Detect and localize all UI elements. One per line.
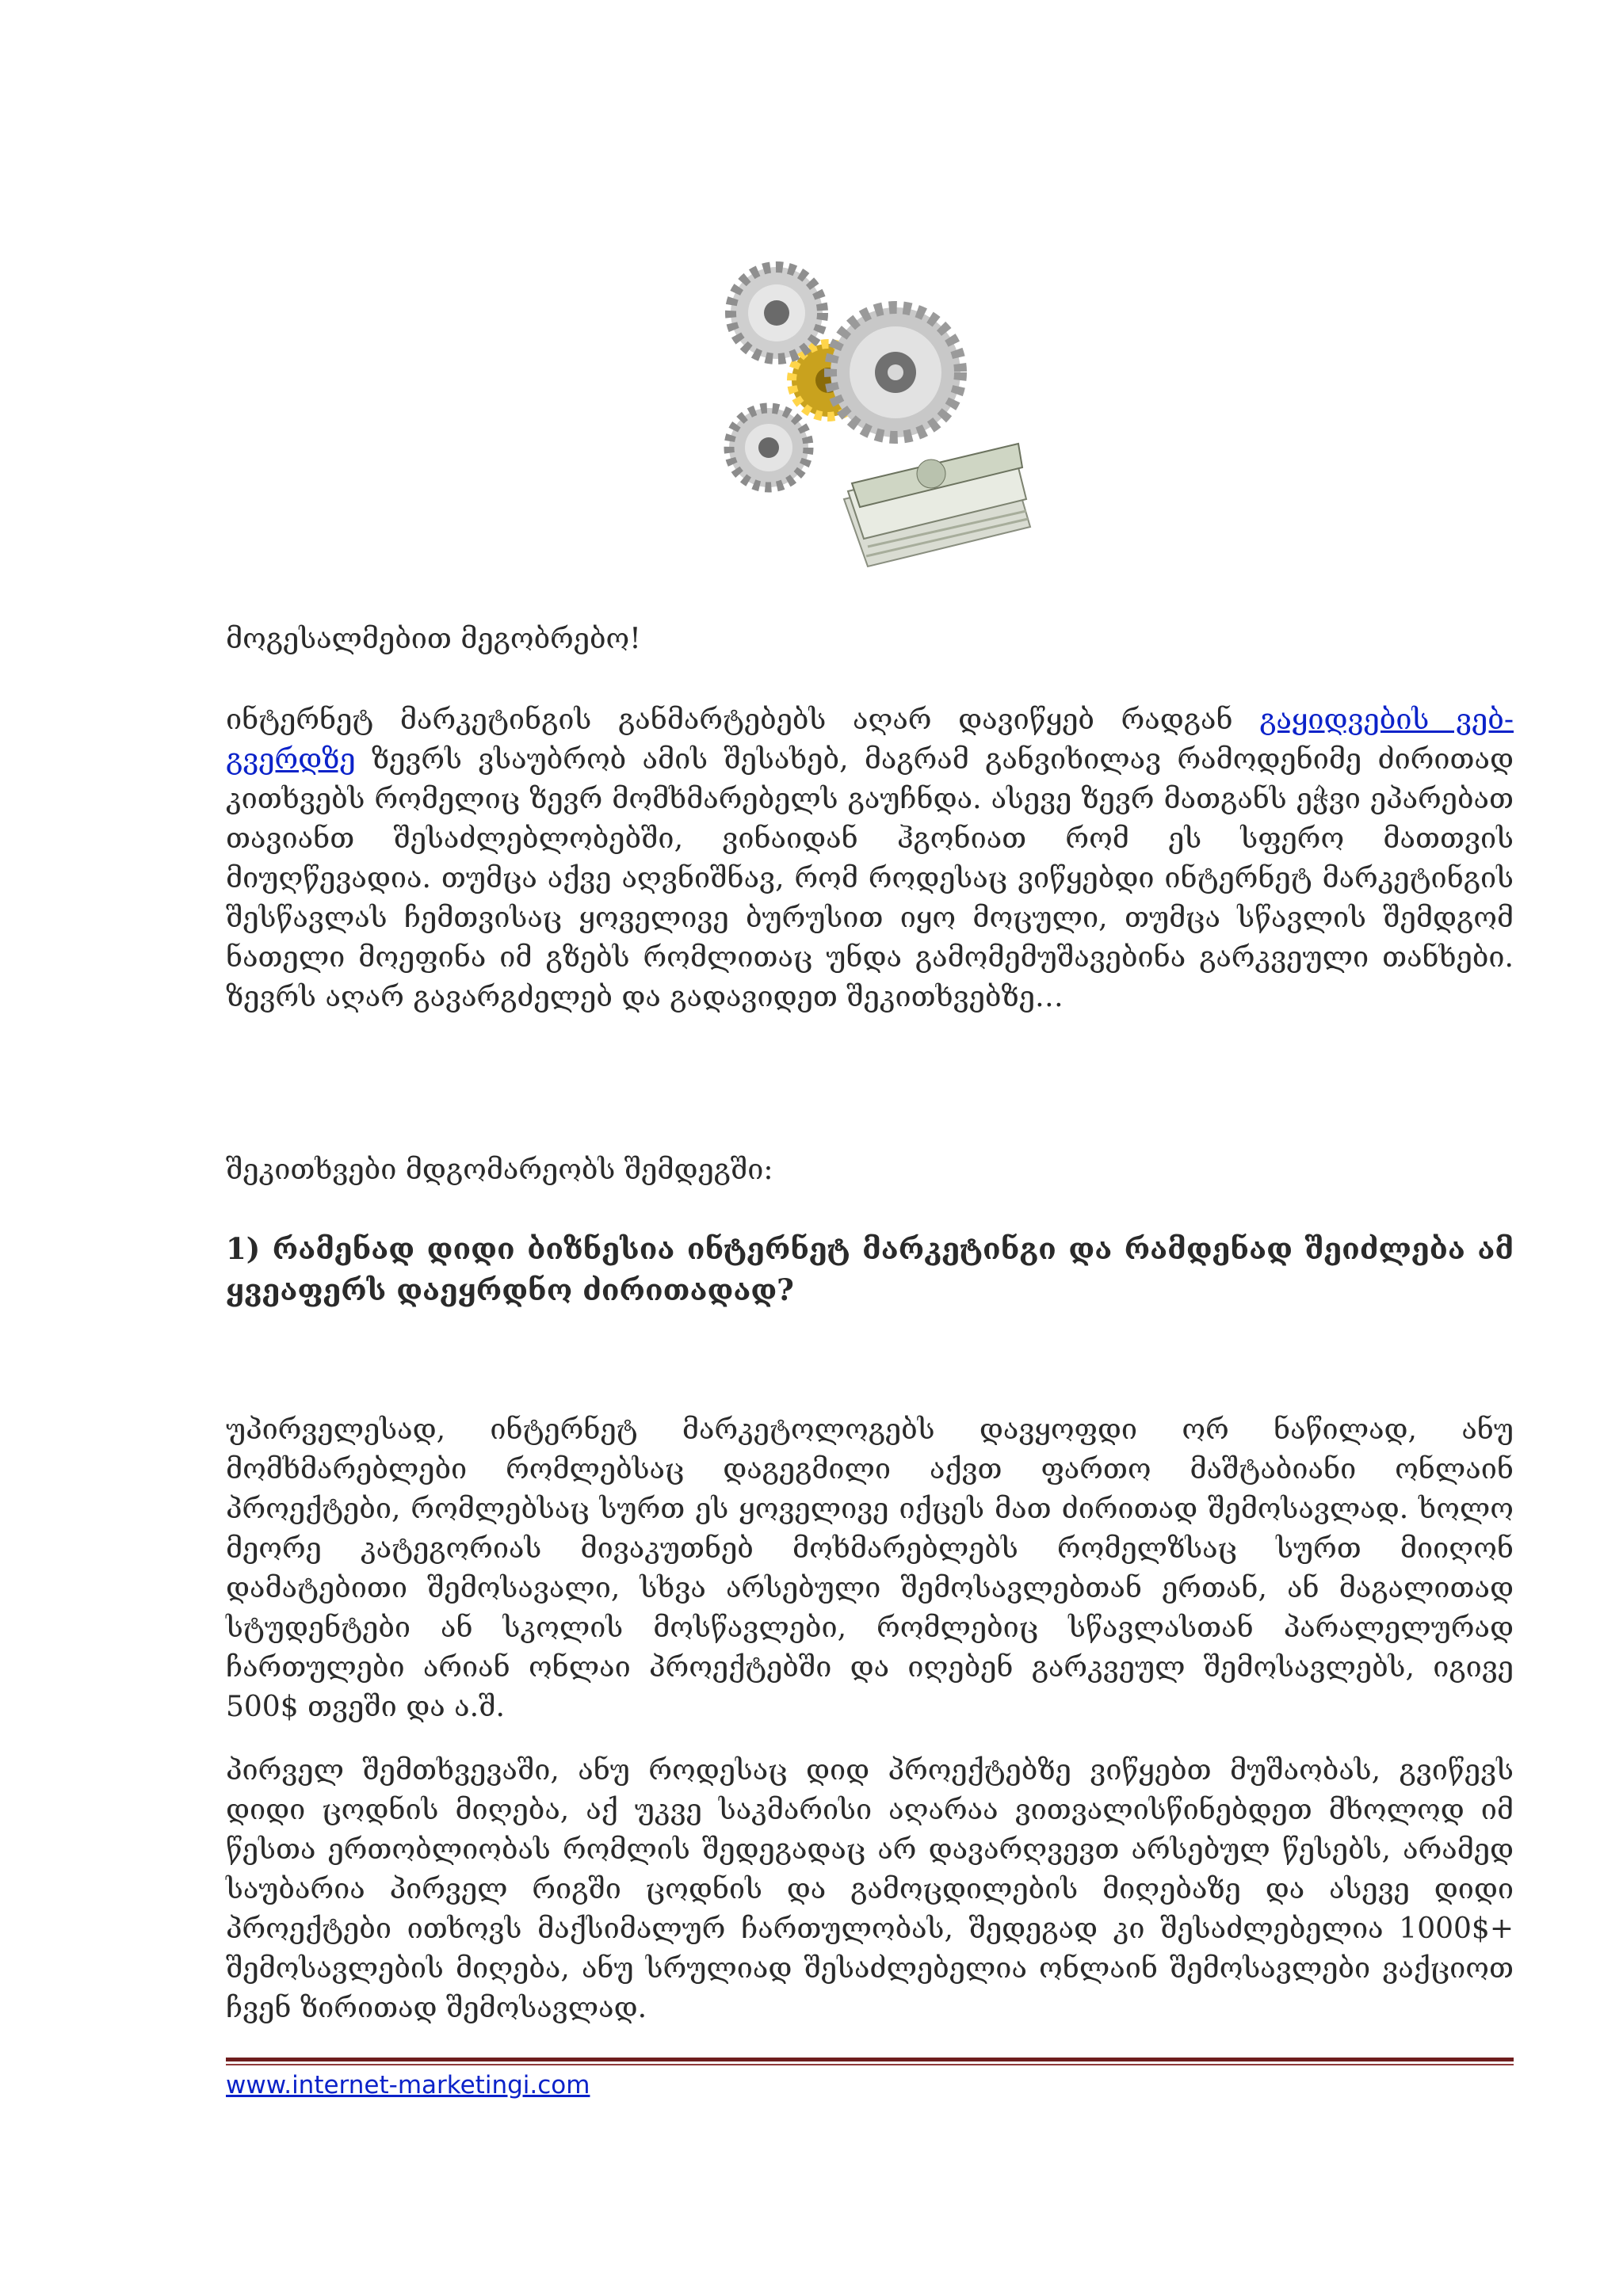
intro-text-start: ინტერნეტ მარკეტინგის განმარტებებს აღარ დავიწყებ რადგან: [226, 704, 1260, 736]
question-heading: 1) რამენად დიდი ბიზნესია ინტერნეტ მარკეტინგი და რამდენად შეიძლება ამ ყვეაფერს დაეყრდნო ძირითადად?: [226, 1231, 1514, 1307]
answer-paragraph-2: პირველ შემთხვევაში, ანუ როდესაც დიდ პროექტებზე ვიწყებთ მუშაობას, გვიწევს დიდი ცოდნის მიღება, აქ უკვე საკმარისი აღარაა ვითვალისწინებდეთ მხოლოდ იმ წესთა ერთობლიობას რომლის შედეგადაც არ დავარღვევთ არსებულ წესებს, არამედ საუბარია პირველ რიგში ცოდნის და გამოცდილების მიღებაზე და ასევე დიდი პროექტები ითხოვს მაქსიმალურ ჩართულობას, შედეგად კი შესაძლებელია 1000$+ შემოსავლების მიღება, ანუ სრულიად შესაძლებელია ონლაინ შემოსავლები ვაქციოთ ჩვენ ზირითად შემოსავლად.: [226, 1754, 1514, 2024]
footer-divider-thin: [226, 2064, 1514, 2065]
sales-page-link[interactable]: გაყიდვების ვებ-გვერდზე: [226, 704, 1514, 776]
intro-paragraph: [226, 700, 1514, 1017]
footer-website-link[interactable]: www.internet-marketingi.com: [226, 2071, 590, 2100]
intro-text-end: ზევრს ვსაუბრობ ამის შესახებ, მაგრამ განვიხილავ რამოდენიმე ძირითად კითხვებს რომელიც ზევრ მომხმარებელს გაუჩნდა. ასევე ზევრ მათგანს ეჭვი ეპარებათ თავიანთ შესაძლებლობებში, ვინაიდან ჰგონიათ რომ ეს სფერო მათთვის მიუღწევადია. თუმცა აქვე აღვნიშნავ, რომ როდესაც ვიწყებდი ინტერნეტ მარკეტინგის შესწავლას ჩემთვისაც ყოველივე ბურუსით იყო მოცული, თუმცა სწავლის შემდგომ ნათელი მოეფინა იმ გზებს რომლითაც უნდა გამომემუშავებინა გარკვეული თანხები. ზევრს აღარ გავარგძელებ და გადავიდეთ შეკითხვებზე…: [226, 743, 1514, 1013]
bottom-gear: [729, 408, 808, 487]
questions-intro: შეკითხვები მდგომარეობს შემდეგში:: [226, 1154, 773, 1186]
gears-and-money-icon: [709, 261, 1042, 578]
money-stack: [844, 444, 1030, 566]
large-gear: [831, 307, 960, 437]
answer-paragraph-1: უპირველესად, ინტერნეტ მარკეტოლოგებს დავყოფდი ორ ნაწილად, ანუ მომხმარებლები რომლებსაც დაგეგმილი აქვთ ფართო მაშტაბიანი ონლაინ პროექტები, რომლებსაც სურთ ეს ყოველივე იქცეს მათ ძირითად შემოსავლად. ხოლო მეორე კატეგორიას მივაკუთნებ მოხმარებლებს რომელზსაც სურთ მიიღონ დამატებითი შემოსავალი, სხვა არსებული შემოსავლებთან ერთან, ან მაგალითად სტუდენტები ან სკოლის მოსწავლები, რომლებიც სწავლასთან პარალელურად ჩართულები არიან ონლაი პროექტებში და იღებენ გარკვეულ შემოსავლებს, იგივე 500$ თვეში და ა.შ.: [226, 1413, 1514, 1723]
top-gear: [731, 267, 823, 359]
footer-divider: [226, 2058, 1514, 2061]
greeting: მოგესალმებით მეგობრებო!: [226, 623, 641, 655]
